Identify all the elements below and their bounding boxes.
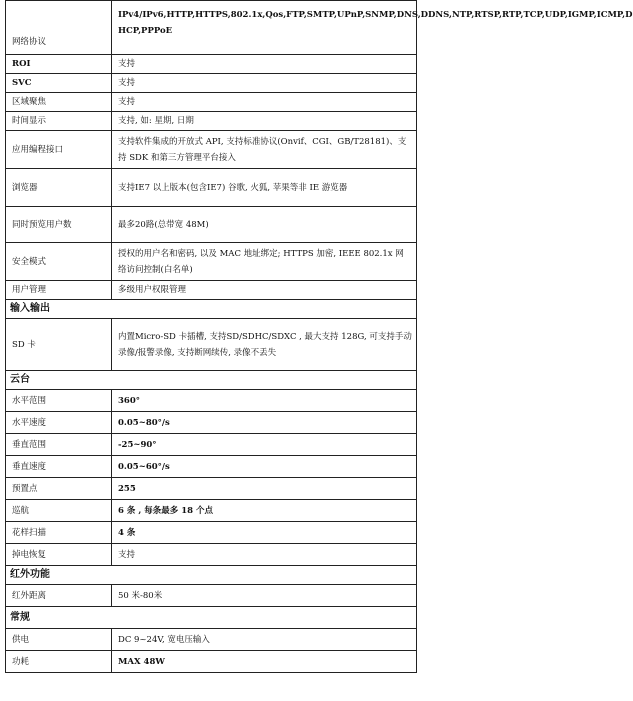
table-row: [6, 319, 417, 371]
spec-label: 预置点: [6, 478, 112, 500]
spec-label: 供电: [6, 629, 112, 651]
table-row: [6, 243, 417, 281]
table-row: [6, 544, 417, 566]
table-row: [6, 74, 417, 93]
spec-label: SVC: [6, 74, 112, 93]
section-title: 红外功能: [6, 566, 417, 585]
spec-value: 支持: [112, 93, 417, 112]
spec-label: 水平范围: [6, 390, 112, 412]
table-row: [6, 112, 417, 131]
table-row: [6, 207, 417, 243]
spec-value: 4 条: [112, 522, 417, 544]
spec-label: SD 卡: [6, 319, 112, 371]
table-row: [6, 500, 417, 522]
spec-sheet: [5, 0, 633, 673]
table-row: [6, 131, 417, 169]
spec-value: 0.05~60°/s: [112, 456, 417, 478]
spec-label: 花样扫描: [6, 522, 112, 544]
spec-value: 360°: [112, 390, 417, 412]
spec-label: 区域聚焦: [6, 93, 112, 112]
table-row: [6, 55, 417, 74]
spec-label: 红外距离: [6, 585, 112, 607]
spec-value: 6 条 , 每条最多 18 个点: [112, 500, 417, 522]
table-row: [6, 629, 417, 651]
table-row: [6, 390, 417, 412]
spec-label: 功耗: [6, 651, 112, 673]
spec-value: 授权的用户名和密码, 以及 MAC 地址绑定; HTTPS 加密, IEEE 802.1x 网络访问控制(白名单): [112, 243, 417, 281]
table-row: [6, 412, 417, 434]
spec-label: 垂直速度: [6, 456, 112, 478]
spec-value: 支持软件集成的开放式 API, 支持标准协议(Onvif、CGI、GB/T28181)、支持 SDK 和第三方管理平台接入: [112, 131, 417, 169]
spec-value: 内置Micro-SD 卡插槽, 支持SD/SDHC/SDXC , 最大支持 128G, 可支持手动录像/报警录像, 支持断网续传, 录像不丢失: [112, 319, 417, 371]
table-row: [6, 434, 417, 456]
spec-label: 同时预览用户数: [6, 207, 112, 243]
spec-value: DC 9~24V, 宽电压输入: [112, 629, 417, 651]
spec-value: -25~90°: [112, 434, 417, 456]
section-header: [6, 607, 417, 629]
table-row: [6, 522, 417, 544]
spec-value: 支持, 如: 星期, 日期: [112, 112, 417, 131]
spec-value: 最多20路(总带宽 48M): [112, 207, 417, 243]
spec-label: 垂直范围: [6, 434, 112, 456]
spec-value: 255: [112, 478, 417, 500]
table-row: [6, 1, 417, 55]
spec-label: 安全模式: [6, 243, 112, 281]
spec-label: 掉电恢复: [6, 544, 112, 566]
table-row: [6, 585, 417, 607]
spec-label: 时间显示: [6, 112, 112, 131]
section-title: 输入输出: [6, 300, 417, 319]
spec-label: 浏览器: [6, 169, 112, 207]
table-row: [6, 456, 417, 478]
spec-label: 水平速度: [6, 412, 112, 434]
table-row: [6, 281, 417, 300]
spec-value: 支持: [112, 55, 417, 74]
spec-value: 支持: [112, 74, 417, 93]
spec-value: 支持: [112, 544, 417, 566]
spec-value: 支持IE7 以上版本(包含IE7) 谷歌, 火狐, 苹果等非 IE 游览器: [112, 169, 417, 207]
section-header: [6, 371, 417, 390]
spec-value: 50 米-80米: [112, 585, 417, 607]
table-row: [6, 169, 417, 207]
spec-label: ROI: [6, 55, 112, 74]
spec-label: 网络协议: [6, 1, 112, 55]
spec-table: [5, 0, 633, 673]
spec-label: 巡航: [6, 500, 112, 522]
section-header: [6, 566, 417, 585]
section-title: 常规: [6, 607, 417, 629]
table-row: [6, 478, 417, 500]
section-title: 云台: [6, 371, 417, 390]
table-row: [6, 93, 417, 112]
table-row: [6, 651, 417, 673]
spec-value: 0.05~80°/s: [112, 412, 417, 434]
section-header: [6, 300, 417, 319]
spec-value: MAX 48W: [112, 651, 417, 673]
spec-label: 应用编程接口: [6, 131, 112, 169]
spec-label: 用户管理: [6, 281, 112, 300]
spec-value: IPv4/IPv6,HTTP,HTTPS,802.1x,Qos,FTP,SMTP,UPnP,SNMP,DNS,DDNS,NTP,RTSP,RTP,TCP,UDP,IGMP,ICMP,D HCP,PPPoE: [112, 1, 417, 55]
spec-value: 多级用户权限管理: [112, 281, 417, 300]
